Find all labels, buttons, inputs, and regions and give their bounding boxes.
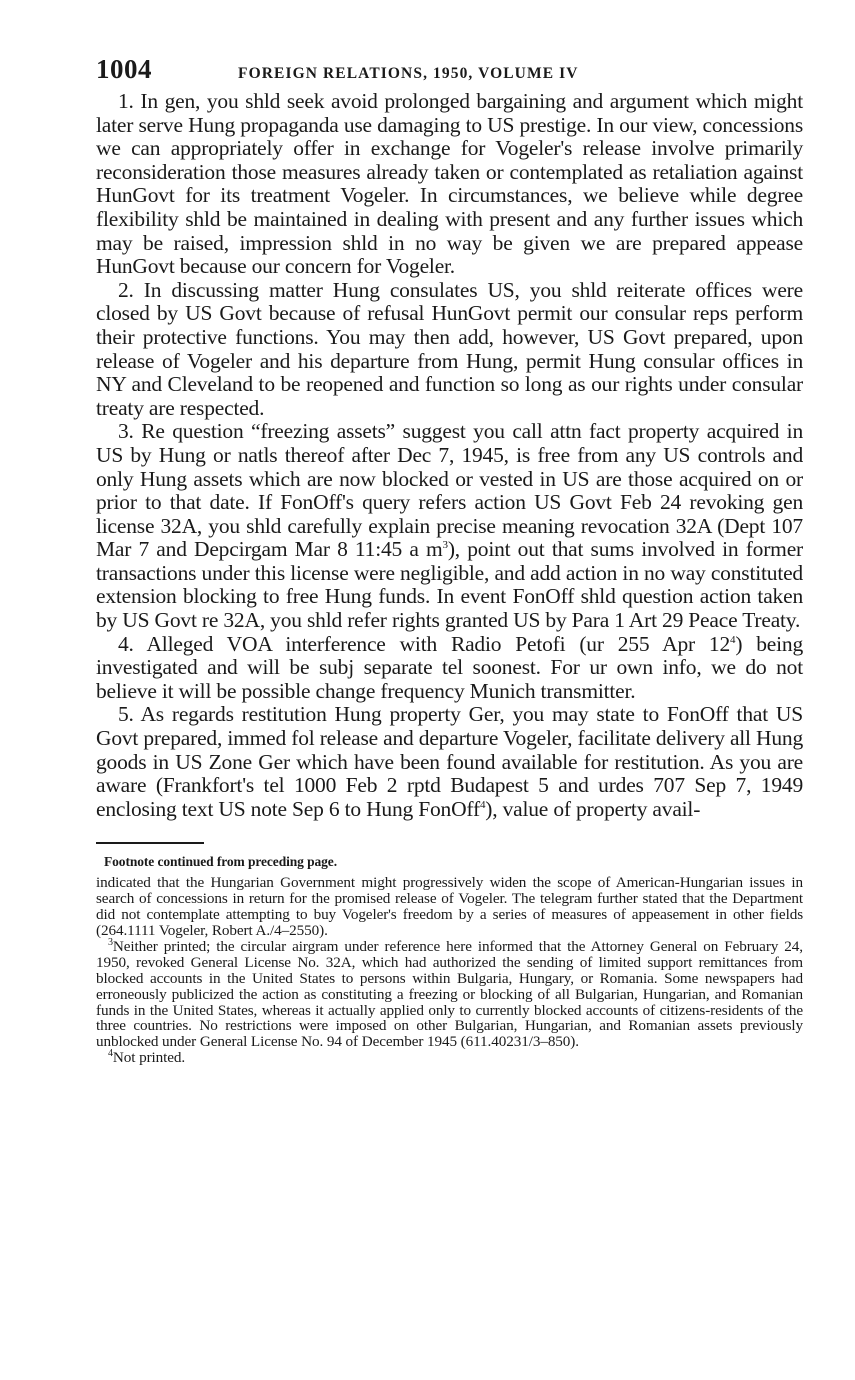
paragraph-text: 4. Alleged VOA interference with Radio Petofi (ur 255 Apr 12 [118, 631, 731, 656]
paragraph-text: ), point out that sums involved in former transactions under this license were negligible, and add action in no way constituted extension blocking to free Hung funds. In event FonOff shld question action taken by US Govt re 32A, you shld refer rights granted US by Para 1 Art 29 Peace Treaty. [96, 537, 803, 633]
footnote-reference: 4 [479, 798, 486, 811]
paragraph-text: ) being investigated and will be subj separate tel soonest. For ur own info, we do not believe it will be possible change frequency Munich transmitter. [96, 631, 803, 703]
paragraph-2 [96, 279, 803, 421]
page-number: 1004 [96, 54, 152, 84]
paragraph-text: 5. As regards restitution Hung property Ger, you may state to FonOff that US Govt prepared, immed fol release and departure Vogeler, facilitate delivery all Hung goods in US Zone Ger which have been found available for restitution. As you are aware (Frankfort's tel 1000 Feb 2 rptd Budapest 5 and urdes 707 Sep 7, 1949 enclosing text US note Sep 6 to Hung FonOff [96, 702, 803, 821]
paragraph-5 [96, 703, 803, 821]
footnote-text: Not printed. [112, 1049, 186, 1067]
page-header [96, 54, 803, 88]
footnote-reference: 3 [442, 539, 448, 552]
footnote-text: Neither printed; the circular airgram under reference here informed that the Attorney General on February 24, 1950, revoked General License No. 32A, which had authorized the sending of limited support remittances from blocked accounts in the United States to persons within Bulgaria, Hungary, or Romania. Some newspapers had erroneously publicized the action as constituting a freezing or blocking of all Bulgarian, Hungarian, and Romanian funds in the United States, whereas it actually applied only to currently blocked accounts of citizens-residents of the three countries. No restrictions were imposed on other Bulgarian, Hungarian, and Romanian assets previously unblocked under General License No. 94 of December 1945 (611.40231/3–850). [96, 937, 803, 1051]
paragraph-1 [96, 90, 803, 279]
paragraph-text: 3. Re question “freezing assets” suggest you call attn fact property acquired in US by Hung or natls thereof after Dec 7, 1945, is free from any US controls and only Hung assets which are now blocked or vested in US are those acquired on or prior to that date. If FonOff's query refers action US Govt Feb 24 revoking gen license 32A, you shld carefully explain precise meaning revocation 32A (Dept 107 Mar 7 and Depcirgam Mar 8 11:45 a m [96, 419, 803, 562]
footnote-marker: 3 [108, 936, 113, 948]
footnote-continued-text: indicated that the Hungarian Government might progressively widen the scope of American-Hungarian issues in search of concessions in return for the promised release of Vogeler. The telegram further stated that the Department did not contemplate attempting to buy Vogeler's freedom by a series of measures of appeasement in other fields (264.1111 Vogeler, Robert A./4–2550). [96, 874, 803, 940]
footnote-4 [96, 1050, 803, 1066]
paragraph-text: 2. In discussing matter Hung consulates US, you shld reiterate offices were closed by US Govt because of refusal HunGovt permit our consular reps perform their protective functions. You may then add, however, US Govt prepared, upon release of Vogeler and his departure from Hung, permit Hung consular offices in NY and Cleveland to be reopened and function so long as our rights under consular treaty are respected. [96, 277, 803, 420]
footnotes-section [96, 854, 803, 1066]
footnote-3 [96, 936, 803, 1051]
paragraph-4 [96, 633, 803, 704]
body-text [96, 90, 803, 821]
footnote-marker: 4 [108, 1048, 113, 1060]
footnote-divider [96, 842, 204, 844]
paragraph-text: ), value of property avail- [485, 796, 701, 821]
paragraph-3 [96, 420, 803, 632]
paragraph-text: 1. In gen, you shld seek avoid prolonged bargaining and argument which might later serve Hung propaganda use damaging to US prestige. In our view, concessions we can appropriately offer in exchange for Vogeler's release involve primarily reconsideration those measures already taken or contemplated as retaliation against HunGovt for its treatment Vogeler. In circumstances, we believe while degree flexibility shld be maintained in dealing with present and any further issues which may be raised, impression shld in no way be given we are prepared appease HunGovt because our concern for Vogeler. [96, 89, 803, 279]
footnote-continued-label: Footnote continued from preceding page. [104, 854, 337, 870]
running-head: FOREIGN RELATIONS, 1950, VOLUME IV [238, 65, 579, 82]
footnote-reference: 4 [730, 633, 736, 646]
